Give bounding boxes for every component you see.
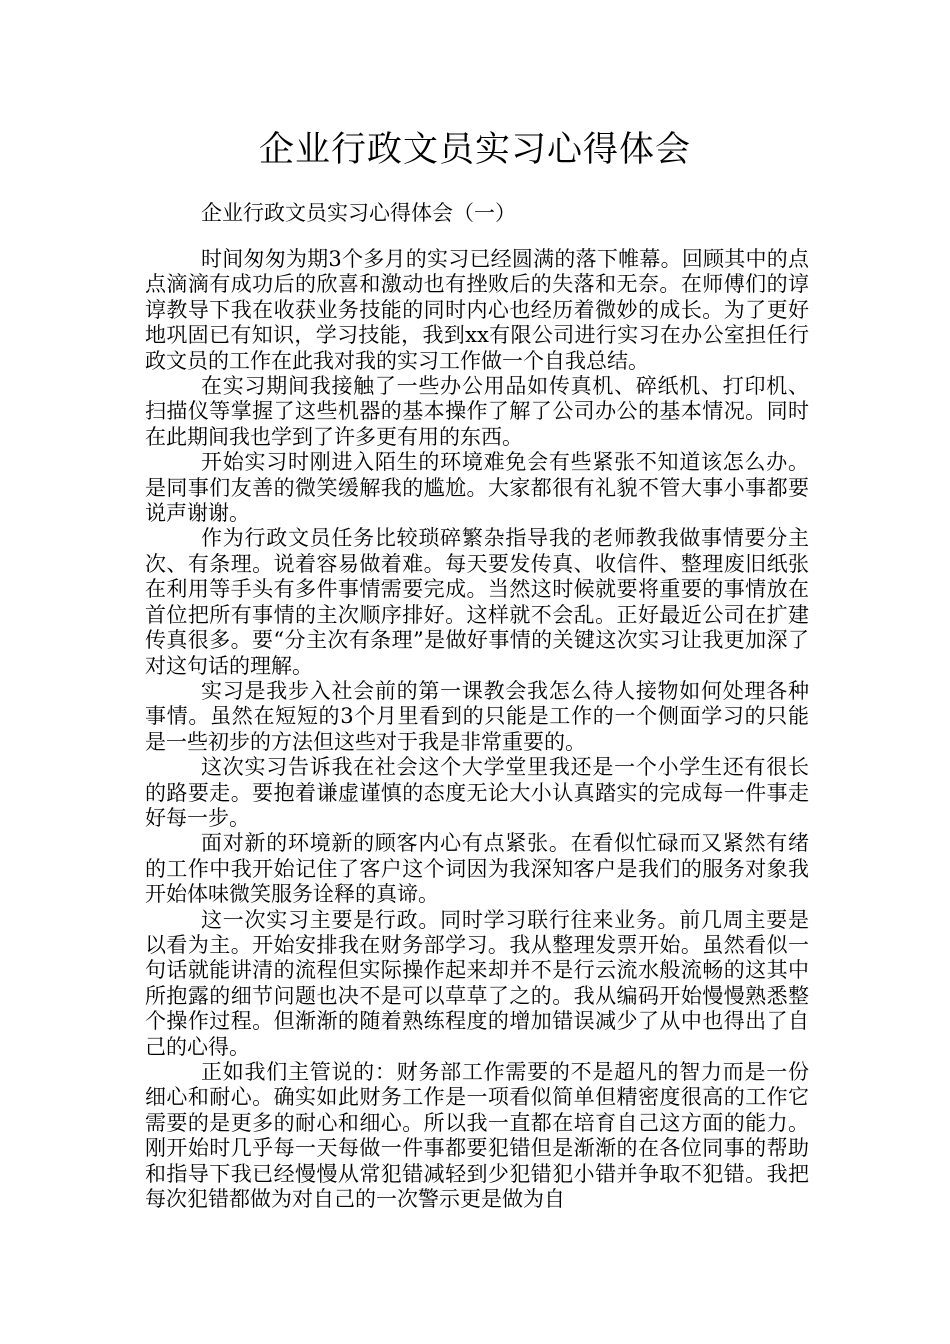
paragraph: 时间匆匆为期3个多月的实习已经圆满的落下帷幕。回顾其中的点点滴滴有成功后的欣喜和激动也有挫败后的失落和无奈。在师傅们的谆谆教导下我在收获业务技能的同时内心也经历着微妙的成长。为了更好地巩固已有知识，学习技能，我到xx有限公司进行实习在办公室担任行政文员的工作在此我对我的实习工作做一个自我总结。 <box>145 247 809 373</box>
paragraph: 开始实习时刚进入陌生的环境难免会有些紧张不知道该怎么办。是同事们友善的微笑缓解我的尴尬。大家都很有礼貌不管大事小事都要说声谢谢。 <box>145 450 809 526</box>
paragraph: 正如我们主管说的：财务部工作需要的不是超凡的智力而是一份细心和耐心。确实如此财务工作是一项看似简单但精密度很高的工作它需要的是更多的耐心和细心。所以我一直都在培育自己这方面的能力。刚开始时几乎每一天每做一件事都要犯错但是渐渐的在各位同事的帮助和指导下我已经慢慢从常犯错减轻到少犯错犯小错并争取不犯错。我把每次犯错都做为对自己的一次警示更是做为自 <box>145 1060 809 1212</box>
paragraph: 实习是我步入社会前的第一课教会我怎么待人接物如何处理各种事情。虽然在短短的3个月里看到的只能是工作的一个侧面学习的只能是一些初步的方法但这些对于我是非常重要的。 <box>145 678 809 754</box>
paragraph: 作为行政文员任务比较琐碎繁杂指导我的老师教我做事情要分主次、有条理。说着容易做着难。每天要发传真、收信件、整理废旧纸张在利用等手头有多件事情需要完成。当然这时候就要将重要的事情放在首位把所有事情的主次顺序排好。这样就不会乱。正好最近公司在扩建传真很多。要“分主次有条理”是做好事情的关键这次实习让我更加深了对这句话的理解。 <box>145 526 809 678</box>
document-body <box>145 247 809 1212</box>
document-title: 企业行政文员实习心得体会 <box>258 130 691 170</box>
paragraph: 面对新的环境新的顾客内心有点紧张。在看似忙碌而又紧然有绪的工作中我开始记住了客户这个词因为我深知客户是我们的服务对象我开始体味微笑服务诠释的真谛。 <box>145 831 809 907</box>
paragraph: 这次实习告诉我在社会这个大学堂里我还是一个小学生还有很长的路要走。要抱着谦虚谨慎的态度无论大小认真踏实的完成每一件事走好每一步。 <box>145 755 809 830</box>
paragraph: 在实习期间我接触了一些办公用品如传真机、碎纸机、打印机、扫描仪等掌握了这些机器的基本操作了解了公司办公的基本情况。同时在此期间我也学到了许多更有用的东西。 <box>145 374 809 449</box>
section-heading: 企业行政文员实习心得体会（一） <box>201 201 516 225</box>
paragraph: 这一次实习主要是行政。同时学习联行往来业务。前几周主要是以看为主。开始安排我在财务部学习。我从整理发票开始。虽然看似一句话就能讲清的流程但实际操作起来却并不是行云流水般流畅的这其中所抱露的细节问题也决不是可以草草了之的。我从编码开始慢慢熟悉整个操作过程。但渐渐的随着熟练程度的增加错误减少了从中也得出了自己的心得。 <box>145 907 809 1059</box>
